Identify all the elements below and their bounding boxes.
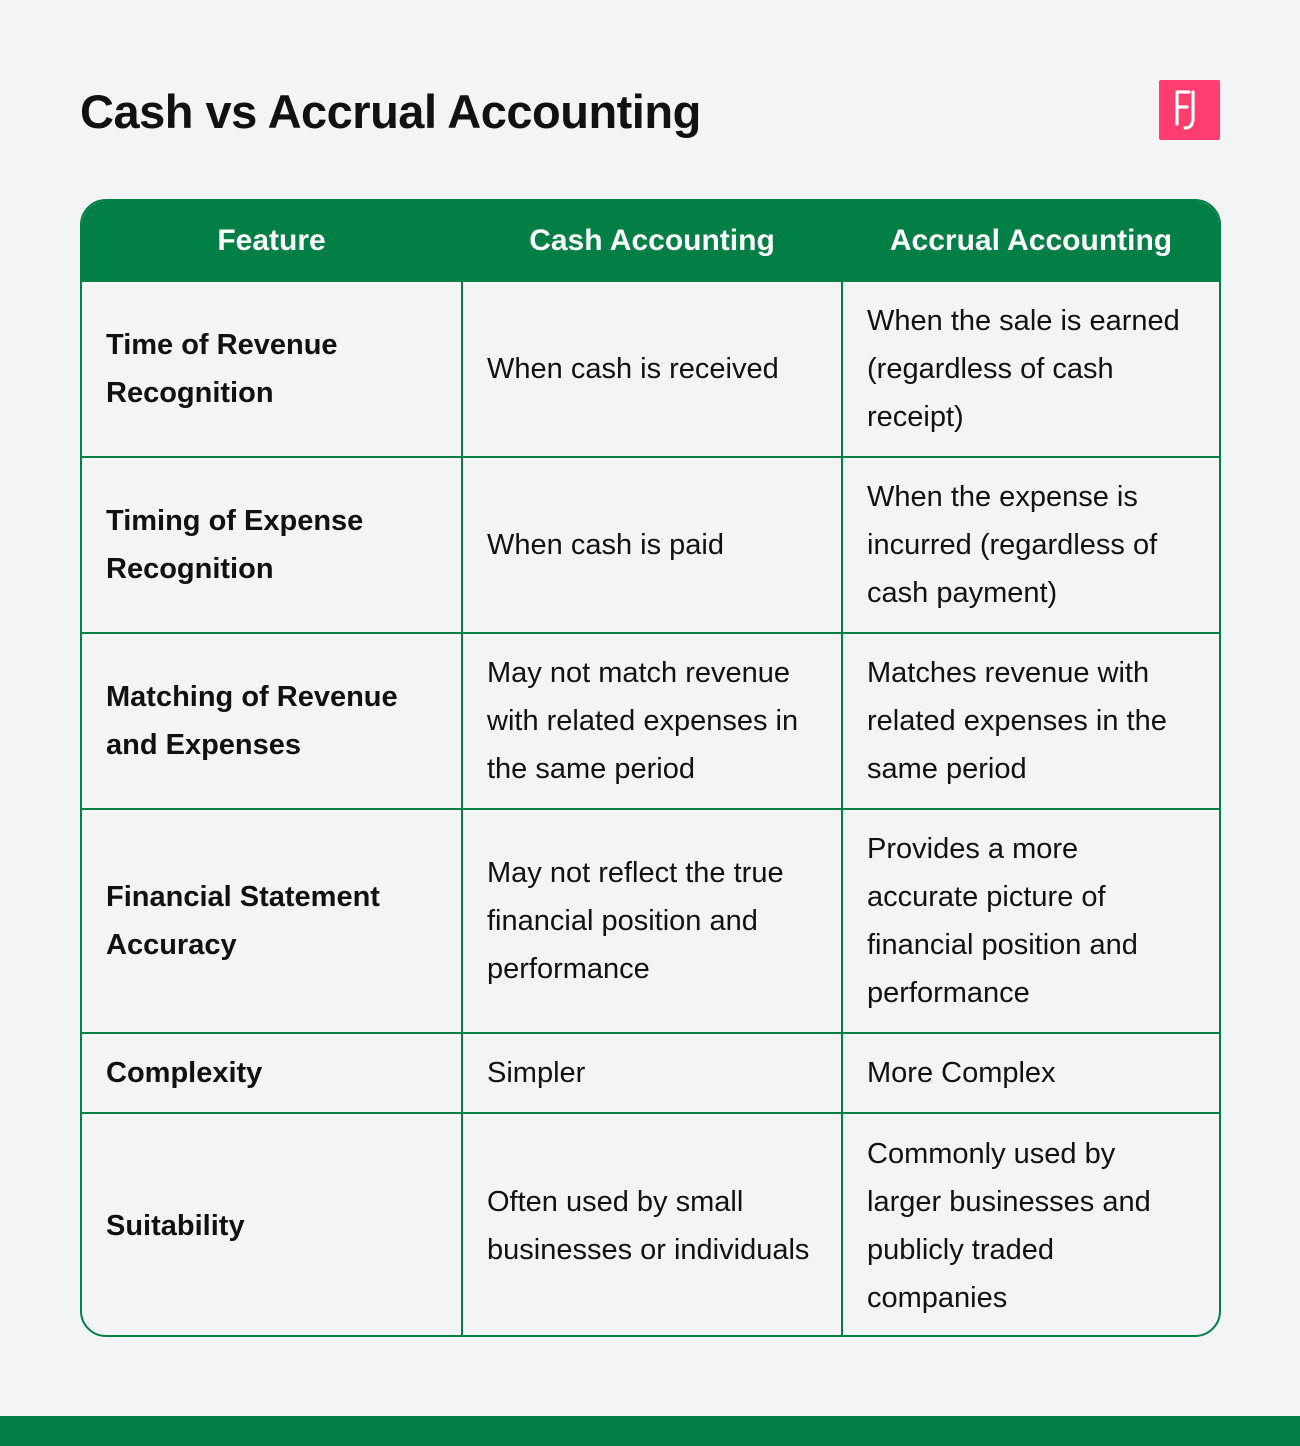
cash-cell: Simpler <box>462 1033 842 1113</box>
feature-cell: Matching of Revenue and Expenses <box>82 633 462 809</box>
table-row <box>82 1113 1219 1337</box>
accrual-cell: Commonly used by larger businesses and publicly traded companies <box>842 1113 1219 1337</box>
feature-cell: Complexity <box>82 1033 462 1113</box>
header-cash-accounting: Cash Accounting <box>462 201 842 281</box>
accrual-cell: Provides a more accurate picture of financial position and performance <box>842 809 1219 1033</box>
cash-cell: When cash is received <box>462 281 842 457</box>
cash-cell: Often used by small businesses or individuals <box>462 1113 842 1337</box>
table-row <box>82 633 1219 809</box>
accrual-cell: When the sale is earned (regardless of cash receipt) <box>842 281 1219 457</box>
cash-cell: When cash is paid <box>462 457 842 633</box>
header-accrual-accounting: Accrual Accounting <box>842 201 1219 281</box>
cash-cell: May not match revenue with related expenses in the same period <box>462 633 842 809</box>
header-feature: Feature <box>82 201 462 281</box>
table-row <box>82 809 1219 1033</box>
feature-cell: Timing of Expense Recognition <box>82 457 462 633</box>
table-header-row <box>82 201 1219 281</box>
page-title: Cash vs Accrual Accounting <box>80 85 701 138</box>
feature-cell: Time of Revenue Recognition <box>82 281 462 457</box>
feature-cell: Financial Statement Accuracy <box>82 809 462 1033</box>
table-row <box>82 457 1219 633</box>
table-row <box>82 1033 1219 1113</box>
accrual-cell: When the expense is incurred (regardless of cash payment) <box>842 457 1219 633</box>
accrual-cell: Matches revenue with related expenses in the same period <box>842 633 1219 809</box>
cash-cell: May not reflect the true financial position and performance <box>462 809 842 1033</box>
comparison-table <box>80 199 1221 1337</box>
brand-logo-icon <box>1159 80 1220 140</box>
feature-cell: Suitability <box>82 1113 462 1337</box>
footer-bar <box>0 1416 1300 1446</box>
table-row <box>82 281 1219 457</box>
accrual-cell: More Complex <box>842 1033 1219 1113</box>
